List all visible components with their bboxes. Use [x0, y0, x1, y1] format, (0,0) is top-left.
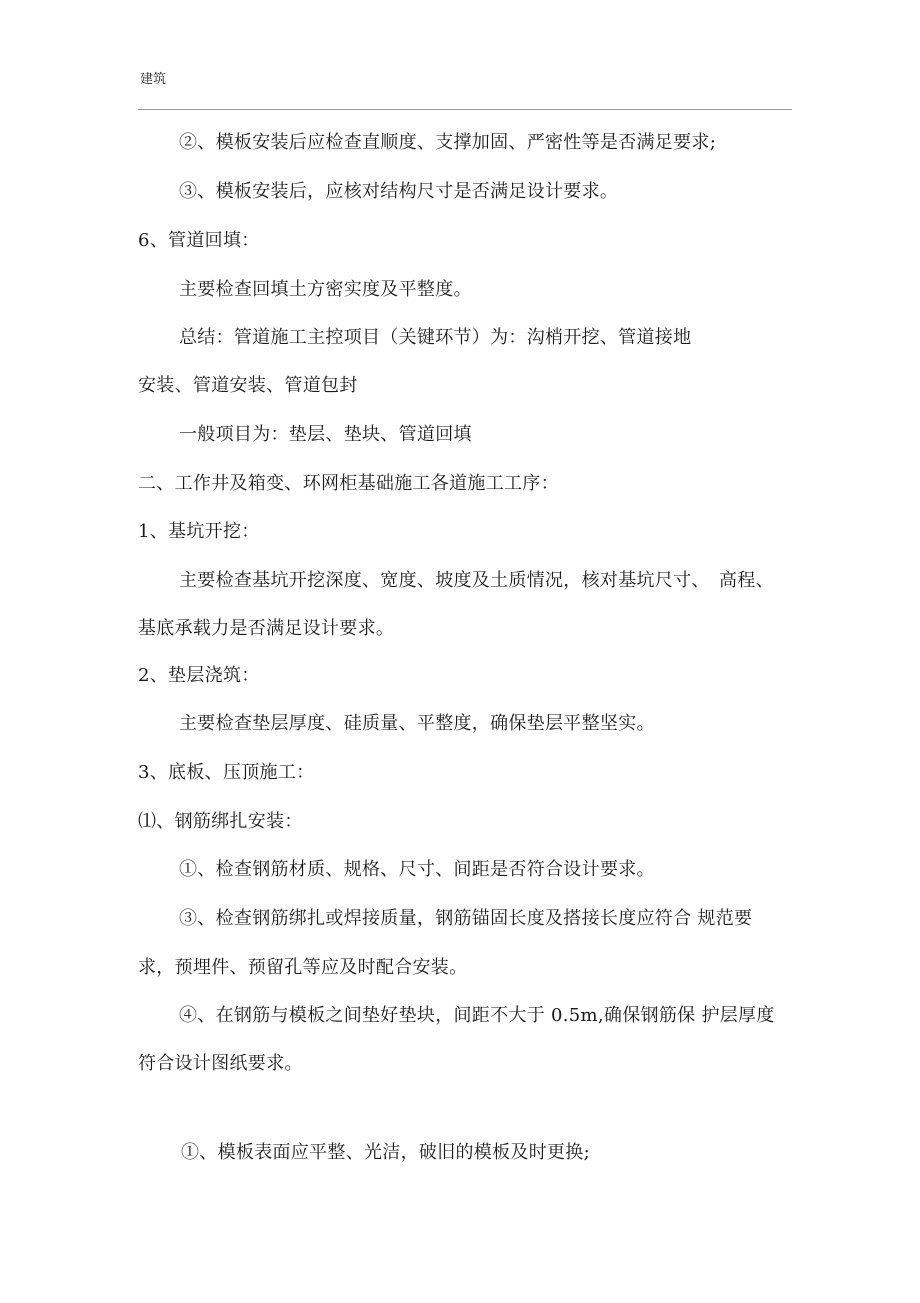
text-line: ③、模板安装后，应核对结构尺寸是否满足设计要求。	[179, 181, 619, 202]
text-line: 主要检查基坑开挖深度、宽度、坡度及土质情况，核对基坑尺寸、 高程、	[179, 570, 774, 591]
text-line: 求，预埋件、预留孔等应及时配合安装。	[138, 957, 468, 978]
section-heading: ⑴、钢筋绑扎安装：	[138, 811, 303, 832]
section-heading: 二、工作井及箱变、环网柜基础施工各道施工工序：	[138, 473, 559, 494]
text-line: 主要检查垫层厚度、硅质量、平整度，确保垫层平整坚实。	[179, 713, 655, 734]
section-heading: 3、底板、压顶施工：	[138, 762, 315, 783]
section-heading: 1、基坑开挖：	[138, 521, 260, 542]
text-line: 主要检查回填土方密实度及平整度。	[179, 279, 472, 300]
text-line: ③、检查钢筋绑扎或焊接质量，钢筋锚固长度及搭接长度应符合 规范要	[179, 908, 753, 929]
text-line: 安装、管道安装、管道包封	[138, 375, 358, 396]
header-divider	[138, 109, 792, 110]
text-line: ④、在钢筋与模板之间垫好垫块，间距不大于 0.5m,确保钢筋保 护层厚度	[179, 1005, 775, 1026]
text-line: ①、模板表面应平整、光洁，破旧的模板及时更换;	[181, 1142, 590, 1163]
text-line: 基底承载力是否满足设计要求。	[138, 618, 395, 639]
text-line: 符合设计图纸要求。	[138, 1053, 303, 1074]
section-heading: 6、管道回填：	[138, 230, 260, 251]
text-line: ②、模板安装后应检查直顺度、支撑加固、严密性等是否满足要求;	[179, 132, 717, 153]
section-heading: 2、垫层浇筑：	[138, 665, 260, 686]
text-line: ①、检查钢筋材质、规格、尺寸、间距是否符合设计要求。	[179, 859, 655, 880]
header-label: 建筑	[140, 72, 167, 87]
text-line: 一般项目为：垫层、垫块、管道回填	[179, 424, 472, 445]
text-line: 总结：管道施工主控项目（关键环节）为：沟梢开挖、管道接地	[179, 327, 692, 348]
